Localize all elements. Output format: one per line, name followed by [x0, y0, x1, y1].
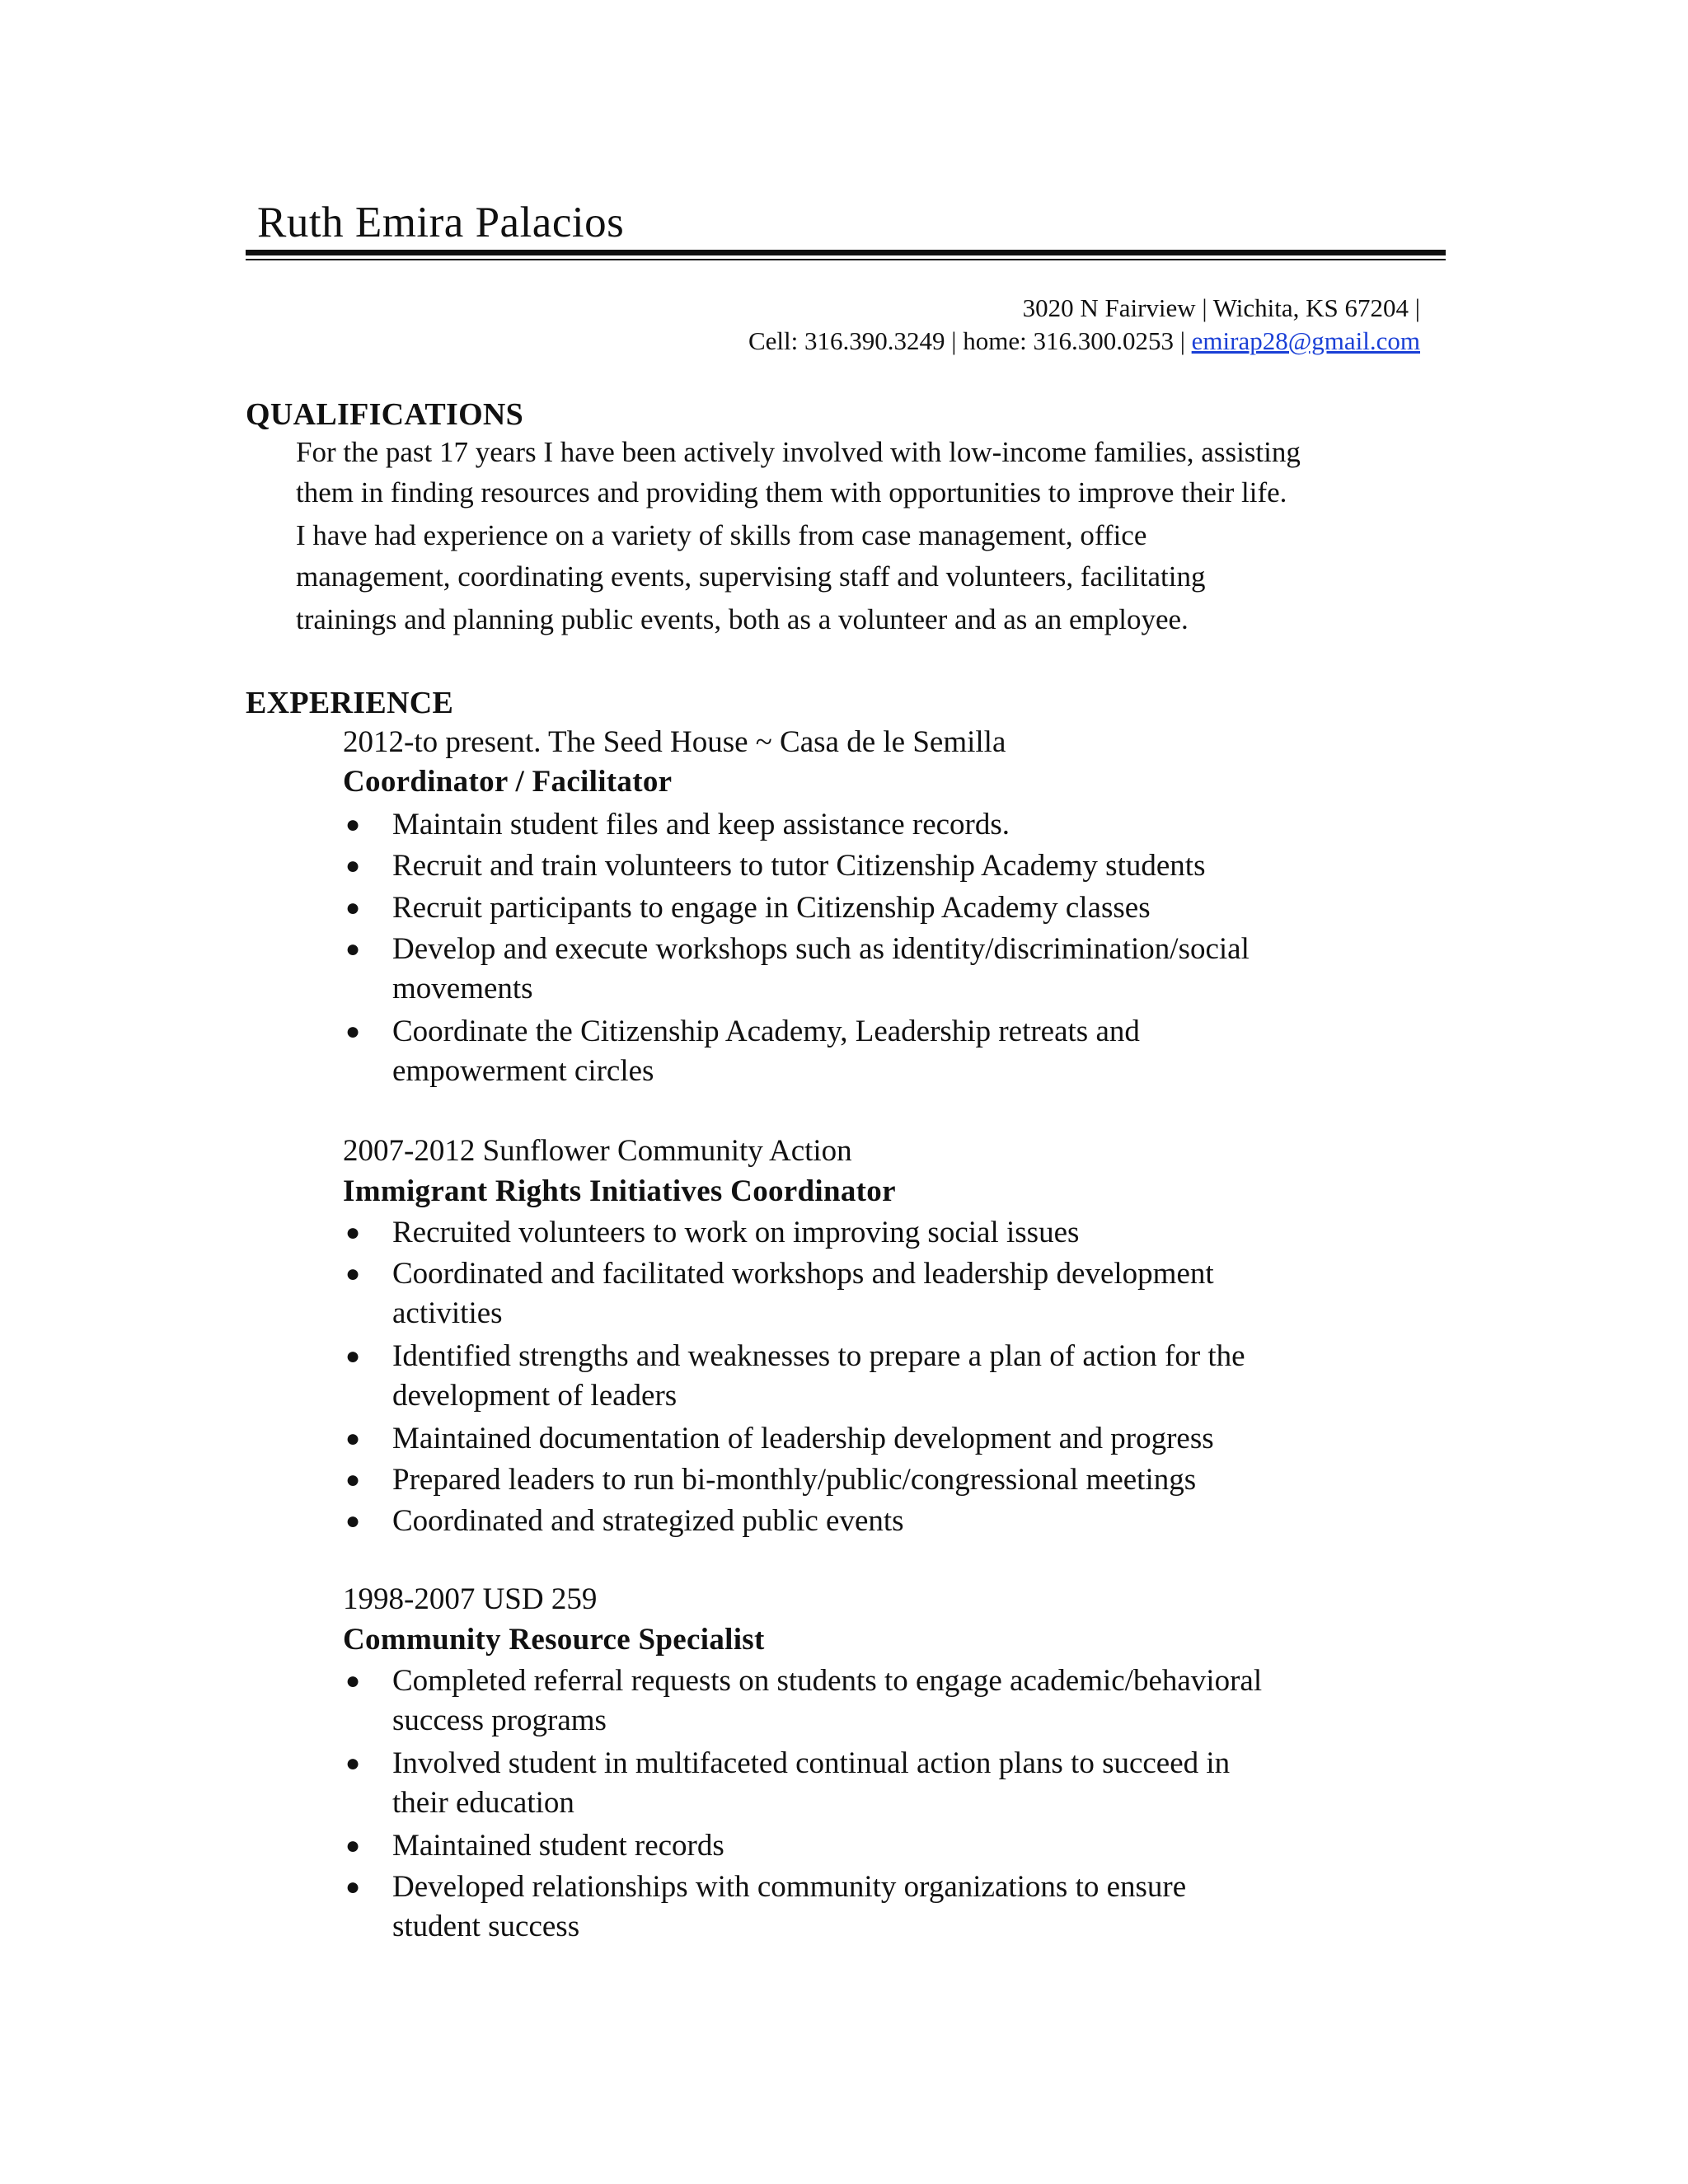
bullet-text: Coordinated and facilitated workshops and leadership development: [392, 1257, 1214, 1291]
bullet-text: Coordinated and strategized public events: [392, 1504, 904, 1538]
bullet-text: student success: [392, 1910, 580, 1943]
bullet-icon: ●: [345, 1425, 361, 1452]
bullet-icon: ●: [345, 1343, 361, 1370]
bullet-icon: ●: [345, 894, 361, 921]
bullet-text: empowerment circles: [392, 1054, 654, 1088]
bullet-text: Recruit participants to engage in Citizenship Academy classes: [392, 891, 1151, 925]
bullet-text: success programs: [392, 1704, 607, 1737]
job-title: Community Resource Specialist: [343, 1623, 765, 1657]
bullet-icon: ●: [345, 1832, 361, 1859]
bullet-text: Coordinate the Citizenship Academy, Leadership retreats and: [392, 1015, 1140, 1048]
job-title: Coordinator / Facilitator: [343, 765, 673, 799]
qualifications-line: management, coordinating events, supervising staff and volunteers, facilitating: [296, 560, 1206, 593]
contact-phones-email: [748, 325, 1420, 358]
job-period-org: 2012-to present. The Seed House ~ Casa de le Semilla: [343, 725, 1006, 759]
job-period-org: 2007-2012 Sunflower Community Action: [343, 1134, 852, 1168]
bullet-text: Identified strengths and weaknesses to prepare a plan of action for the: [392, 1339, 1245, 1373]
job-title: Immigrant Rights Initiatives Coordinator: [343, 1174, 896, 1208]
experience-heading: EXPERIENCE: [246, 686, 454, 720]
bullet-icon: ●: [345, 1750, 361, 1777]
header-rule-thick: [246, 250, 1446, 255]
job-period-org: 1998-2007 USD 259: [343, 1582, 598, 1616]
bullet-text: activities: [392, 1296, 503, 1330]
bullet-text: movements: [392, 972, 533, 1005]
bullet-icon: ●: [345, 935, 361, 963]
bullet-text: Recruited volunteers to work on improving social issues: [392, 1216, 1080, 1249]
bullet-icon: ●: [345, 1667, 361, 1694]
contact-email-link[interactable]: emirap28@gmail.com: [1191, 326, 1420, 355]
qualifications-line: them in finding resources and providing them with opportunities to improve their life.: [296, 476, 1287, 509]
bullet-icon: ●: [345, 1219, 361, 1246]
bullet-text: Maintain student files and keep assistance records.: [392, 808, 1010, 841]
bullet-text: Completed referral requests on students to engage academic/behavioral: [392, 1664, 1263, 1698]
bullet-text: Developed relationships with community organizations to ensure: [392, 1870, 1187, 1904]
bullet-text: their education: [392, 1786, 574, 1820]
bullet-text: Recruit and train volunteers to tutor Citizenship Academy students: [392, 849, 1206, 883]
bullet-text: Maintained student records: [392, 1829, 724, 1863]
bullet-text: development of leaders: [392, 1379, 678, 1413]
bullet-icon: ●: [345, 1873, 361, 1900]
qualifications-line: I have had experience on a variety of skills from case management, office: [296, 519, 1147, 551]
qualifications-line: For the past 17 years I have been actively involved with low-income families, assisting: [296, 436, 1301, 468]
contact-phones: Cell: 316.390.3249 | home: 316.300.0253 |: [748, 326, 1192, 355]
bullet-icon: ●: [345, 811, 361, 838]
bullet-icon: ●: [345, 852, 361, 879]
qualifications-line: trainings and planning public events, both as a volunteer and as an employee.: [296, 603, 1189, 635]
bullet-icon: ●: [345, 1466, 361, 1493]
bullet-text: Prepared leaders to run bi-monthly/public/congressional meetings: [392, 1463, 1197, 1497]
bullet-text: Involved student in multifaceted continual action plans to succeed in: [392, 1746, 1231, 1780]
qualifications-heading: QUALIFICATIONS: [246, 397, 524, 432]
contact-address: 3020 N Fairview | Wichita, KS 67204 |: [1022, 293, 1420, 322]
bullet-icon: ●: [345, 1507, 361, 1535]
bullet-icon: ●: [345, 1018, 361, 1045]
header-rule-thin: [246, 259, 1446, 260]
resume-name: Ruth Emira Palacios: [257, 199, 625, 246]
bullet-text: Maintained documentation of leadership development and progress: [392, 1422, 1214, 1455]
bullet-text: Develop and execute workshops such as identity/discrimination/social: [392, 932, 1250, 966]
bullet-icon: ●: [345, 1260, 361, 1287]
